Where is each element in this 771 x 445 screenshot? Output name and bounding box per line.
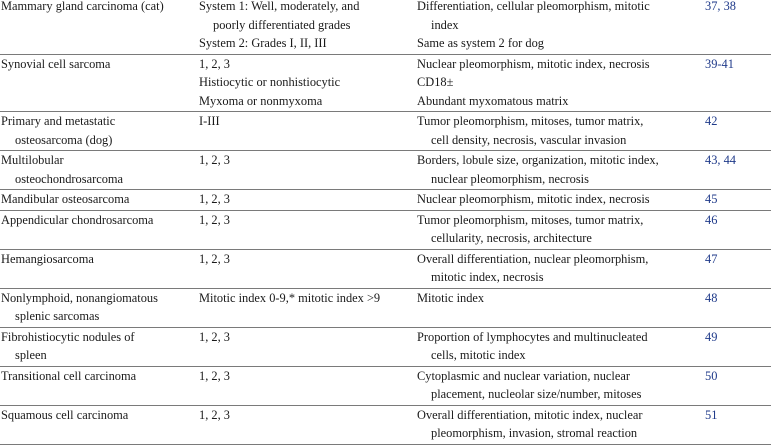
- reference-link[interactable]: 45: [705, 192, 718, 206]
- table-row: [0, 151, 771, 190]
- reference-link[interactable]: 50: [705, 368, 718, 383]
- tumor-type-cell-line: Mammary gland carcinoma (cat): [1, 0, 164, 13]
- table-row: [0, 249, 771, 288]
- tumor-type-cell-line: splenic sarcomas: [15, 309, 100, 323]
- criteria-cell-line: cells, mitotic index: [431, 348, 526, 362]
- reference-link[interactable]: 48: [705, 290, 718, 305]
- table-row: [0, 190, 771, 211]
- criteria-cell-line: Overall differentiation, nuclear pleomorphism,: [417, 251, 649, 266]
- criteria-cell-line: Mitotic index: [417, 290, 485, 305]
- criteria-cell-line: CD18±: [417, 75, 454, 89]
- tumor-type-cell: [0, 288, 199, 327]
- criteria-cell: [417, 327, 702, 366]
- tumor-type-cell-line: osteosarcoma (dog): [15, 132, 113, 147]
- grading-system-cell-line: 1, 2, 3: [199, 212, 230, 227]
- reference-link[interactable]: 37, 38: [705, 0, 736, 13]
- grading-system-cell: [199, 112, 417, 151]
- tumor-type-cell-line: Synovial cell sarcoma: [1, 56, 111, 71]
- table-row: [0, 288, 771, 327]
- grading-system-cell-line: 1, 2, 3: [199, 56, 230, 71]
- tumor-type-cell-line: Primary and metastatic: [1, 114, 116, 128]
- criteria-cell: [417, 151, 702, 190]
- grading-system-cell-line: Mitotic index 0-9,* mitotic index >9: [199, 290, 381, 305]
- criteria-cell: [417, 190, 702, 211]
- criteria-cell-line: Borders, lobule size, organization, mitotic index,: [417, 153, 659, 167]
- tumor-type-cell: [0, 151, 199, 190]
- reference-link[interactable]: 49: [705, 329, 718, 344]
- criteria-cell-line: Nuclear pleomorphism, mitotic index, necrosis: [417, 192, 650, 206]
- grading-system-cell: [199, 288, 417, 327]
- tumor-type-cell: [0, 405, 199, 444]
- tumor-type-cell-line: Mandibular osteosarcoma: [1, 192, 130, 206]
- grading-system-cell: [199, 366, 417, 405]
- criteria-cell-line: index: [431, 17, 459, 32]
- grading-system-cell: [199, 405, 417, 444]
- grading-system-cell: [199, 151, 417, 190]
- tumor-type-cell: [0, 249, 199, 288]
- criteria-cell: [417, 0, 702, 54]
- criteria-cell-line: Same as system 2 for dog: [417, 36, 544, 50]
- reference-link[interactable]: 39-41: [705, 56, 734, 71]
- tumor-type-cell-line: Nonlymphoid, nonangiomatous: [1, 290, 158, 305]
- criteria-cell-line: cellularity, necrosis, architecture: [431, 231, 592, 245]
- grading-system-cell-line: 1, 2, 3: [199, 192, 230, 206]
- tumor-type-cell: [0, 0, 199, 54]
- tumor-type-cell: [0, 112, 199, 151]
- grading-system-cell-line: Myxoma or nonmyxoma: [199, 93, 323, 108]
- reference-link[interactable]: 47: [705, 251, 718, 266]
- tumor-type-cell: [0, 327, 199, 366]
- tumor-type-cell: [0, 54, 199, 112]
- reference-link[interactable]: 43, 44: [705, 153, 736, 167]
- grading-system-cell-line: 1, 2, 3: [199, 329, 230, 344]
- table-row: [0, 405, 771, 444]
- reference-link[interactable]: 46: [705, 212, 718, 227]
- grading-system-cell: [199, 210, 417, 249]
- table-row: [0, 112, 771, 151]
- table-row: [0, 366, 771, 405]
- criteria-cell-line: Tumor pleomorphism, mitoses, tumor matrix,: [417, 114, 644, 128]
- grading-system-cell-line: 1, 2, 3: [199, 368, 230, 383]
- grading-system-cell: [199, 249, 417, 288]
- criteria-cell-line: pleomorphism, invasion, stromal reaction: [431, 426, 638, 440]
- criteria-cell: [417, 249, 702, 288]
- tumor-type-cell-line: Transitional cell carcinoma: [1, 368, 137, 383]
- tumor-type-cell-line: Squamous cell carcinoma: [1, 407, 129, 422]
- criteria-cell: [417, 405, 702, 444]
- tumor-type-cell: [0, 190, 199, 211]
- grading-system-cell-line: 1, 2, 3: [199, 251, 230, 266]
- criteria-cell: [417, 54, 702, 112]
- grading-system-cell-line: System 1: Well, moderately, and: [199, 0, 360, 13]
- grading-system-cell: [199, 0, 417, 54]
- criteria-cell: [417, 210, 702, 249]
- table-row: [0, 54, 771, 112]
- criteria-cell: [417, 366, 702, 405]
- criteria-cell-line: Proportion of lymphocytes and multinucleated: [417, 329, 648, 344]
- criteria-cell-line: Nuclear pleomorphism, mitotic index, necrosis: [417, 56, 650, 71]
- table-row: [0, 0, 771, 54]
- tumor-type-cell: [0, 366, 199, 405]
- criteria-cell: [417, 112, 702, 151]
- criteria-cell-line: nuclear pleomorphism, necrosis: [431, 171, 589, 186]
- tumor-type-cell: [0, 210, 199, 249]
- reference-link[interactable]: 51: [705, 407, 718, 422]
- criteria-cell-line: cell density, necrosis, vascular invasion: [431, 132, 627, 147]
- grading-system-cell-line: I-III: [199, 114, 220, 128]
- table-row: [0, 210, 771, 249]
- tumor-type-cell-line: Appendicular chondrosarcoma: [1, 212, 154, 227]
- criteria-cell-line: Abundant myxomatous matrix: [417, 93, 569, 108]
- tumor-type-cell-line: Hemangiosarcoma: [1, 251, 94, 266]
- tumor-type-cell-line: spleen: [15, 348, 47, 362]
- criteria-cell-line: mitotic index, necrosis: [431, 270, 544, 284]
- reference-link[interactable]: 42: [705, 114, 718, 128]
- grading-system-cell-line: Histiocytic or nonhistiocytic: [199, 75, 341, 89]
- grading-system-cell-line: 1, 2, 3: [199, 153, 230, 167]
- grading-system-cell-line: System 2: Grades I, II, III: [199, 36, 327, 50]
- tumor-type-cell-line: osteochondrosarcoma: [15, 171, 124, 186]
- tumor-type-cell-line: Fibrohistiocytic nodules of: [1, 329, 135, 344]
- grading-system-cell-line: poorly differentiated grades: [213, 17, 351, 32]
- grading-system-cell: [199, 190, 417, 211]
- table-row: [0, 327, 771, 366]
- grading-system-cell: [199, 327, 417, 366]
- grading-system-cell-line: 1, 2, 3: [199, 407, 230, 422]
- criteria-cell-line: Differentiation, cellular pleomorphism, mitotic: [417, 0, 650, 13]
- criteria-cell: [417, 288, 702, 327]
- grading-system-cell: [199, 54, 417, 112]
- criteria-cell-line: Tumor pleomorphism, mitoses, tumor matrix,: [417, 212, 644, 227]
- tumor-type-cell-line: Multilobular: [1, 153, 64, 167]
- criteria-cell-line: Cytoplasmic and nuclear variation, nuclear: [417, 368, 630, 383]
- criteria-cell-line: Overall differentiation, mitotic index, nuclear: [417, 407, 643, 422]
- criteria-cell-line: placement, nucleolar size/number, mitoses: [431, 387, 642, 401]
